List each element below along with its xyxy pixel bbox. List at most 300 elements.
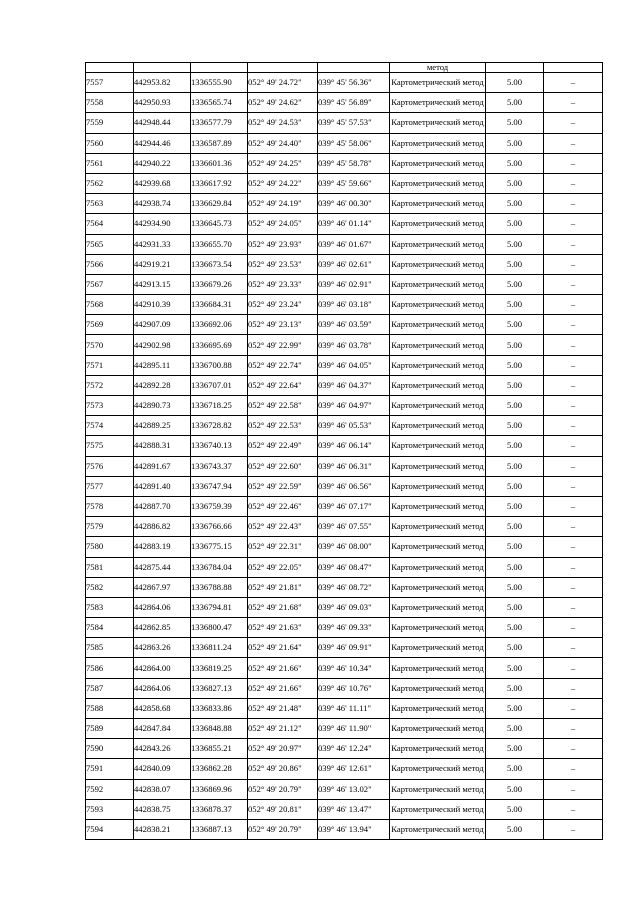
- y-coordinate-cell: 1336629.84: [191, 194, 248, 214]
- latitude-cell: 052° 49' 23.33": [248, 274, 318, 294]
- precision-cell: 5.00: [486, 153, 544, 173]
- method-cell: Картометрический метод: [390, 274, 486, 294]
- empty-cell: [248, 63, 318, 73]
- latitude-cell: 052° 49' 23.53": [248, 254, 318, 274]
- empty-cell: [318, 63, 390, 73]
- dash-cell: –: [544, 496, 603, 516]
- x-coordinate-cell: 442858.68: [134, 698, 191, 718]
- point-number-cell: 7592: [86, 779, 134, 799]
- table-row: [86, 597, 603, 617]
- point-number-cell: 7562: [86, 173, 134, 193]
- precision-cell: 5.00: [486, 618, 544, 638]
- precision-cell: 5.00: [486, 577, 544, 597]
- y-coordinate-cell: 1336695.69: [191, 335, 248, 355]
- latitude-cell: 052° 49' 22.60": [248, 456, 318, 476]
- table-row: [86, 618, 603, 638]
- x-coordinate-cell: 442862.85: [134, 618, 191, 638]
- longitude-cell: 039° 46' 11.11": [318, 698, 390, 718]
- y-coordinate-cell: 1336692.06: [191, 315, 248, 335]
- latitude-cell: 052° 49' 22.74": [248, 355, 318, 375]
- method-cell: Картометрический метод: [390, 436, 486, 456]
- longitude-cell: 039° 46' 00.30": [318, 194, 390, 214]
- point-number-cell: 7581: [86, 557, 134, 577]
- latitude-cell: 052° 49' 20.79": [248, 779, 318, 799]
- y-coordinate-cell: 1336759.39: [191, 496, 248, 516]
- precision-cell: 5.00: [486, 234, 544, 254]
- x-coordinate-cell: 442847.84: [134, 719, 191, 739]
- precision-cell: 5.00: [486, 678, 544, 698]
- latitude-cell: 052° 49' 22.58": [248, 396, 318, 416]
- dash-cell: –: [544, 537, 603, 557]
- dash-cell: –: [544, 618, 603, 638]
- table-row: [86, 194, 603, 214]
- point-number-cell: 7594: [86, 819, 134, 839]
- dash-cell: –: [544, 295, 603, 315]
- longitude-cell: 039° 46' 02.91": [318, 274, 390, 294]
- method-cell: Картометрический метод: [390, 416, 486, 436]
- latitude-cell: 052° 49' 23.93": [248, 234, 318, 254]
- point-number-cell: 7561: [86, 153, 134, 173]
- point-number-cell: 7566: [86, 254, 134, 274]
- dash-cell: –: [544, 274, 603, 294]
- method-cell: Картометрический метод: [390, 799, 486, 819]
- table-row: [86, 436, 603, 456]
- point-number-cell: 7584: [86, 618, 134, 638]
- longitude-cell: 039° 46' 03.59": [318, 315, 390, 335]
- dash-cell: –: [544, 597, 603, 617]
- method-cell: Картометрический метод: [390, 133, 486, 153]
- dash-cell: –: [544, 678, 603, 698]
- x-coordinate-cell: 442838.07: [134, 779, 191, 799]
- latitude-cell: 052° 49' 20.97": [248, 739, 318, 759]
- precision-cell: 5.00: [486, 799, 544, 819]
- y-coordinate-cell: 1336743.37: [191, 456, 248, 476]
- y-coordinate-cell: 1336827.13: [191, 678, 248, 698]
- latitude-cell: 052° 49' 21.64": [248, 638, 318, 658]
- method-cell: Картометрический метод: [390, 153, 486, 173]
- precision-cell: 5.00: [486, 476, 544, 496]
- longitude-cell: 039° 45' 56.36": [318, 73, 390, 93]
- dash-cell: –: [544, 375, 603, 395]
- table-row: [86, 214, 603, 234]
- method-cell: Картометрический метод: [390, 698, 486, 718]
- longitude-cell: 039° 46' 12.61": [318, 759, 390, 779]
- precision-cell: 5.00: [486, 456, 544, 476]
- point-number-cell: 7588: [86, 698, 134, 718]
- x-coordinate-cell: 442938.74: [134, 194, 191, 214]
- dash-cell: –: [544, 759, 603, 779]
- precision-cell: 5.00: [486, 335, 544, 355]
- precision-cell: 5.00: [486, 173, 544, 193]
- y-coordinate-cell: 1336788.88: [191, 577, 248, 597]
- longitude-cell: 039° 46' 11.90": [318, 719, 390, 739]
- table-row: [86, 759, 603, 779]
- point-number-cell: 7591: [86, 759, 134, 779]
- method-cell: Картометрический метод: [390, 315, 486, 335]
- dash-cell: –: [544, 416, 603, 436]
- latitude-cell: 052° 49' 22.99": [248, 335, 318, 355]
- table-row: [86, 254, 603, 274]
- x-coordinate-cell: 442887.70: [134, 496, 191, 516]
- dash-cell: –: [544, 73, 603, 93]
- table-row: [86, 638, 603, 658]
- longitude-cell: 039° 46' 09.91": [318, 638, 390, 658]
- method-cell: Картометрический метод: [390, 73, 486, 93]
- longitude-cell: 039° 46' 01.14": [318, 214, 390, 234]
- point-number-cell: 7558: [86, 93, 134, 113]
- precision-cell: 5.00: [486, 113, 544, 133]
- method-cell: Картометрический метод: [390, 496, 486, 516]
- y-coordinate-cell: 1336747.94: [191, 476, 248, 496]
- y-coordinate-cell: 1336855.21: [191, 739, 248, 759]
- y-coordinate-cell: 1336565.74: [191, 93, 248, 113]
- point-number-cell: 7593: [86, 799, 134, 819]
- latitude-cell: 052° 49' 21.68": [248, 597, 318, 617]
- table-row: [86, 799, 603, 819]
- dash-cell: –: [544, 739, 603, 759]
- y-coordinate-cell: 1336684.31: [191, 295, 248, 315]
- y-coordinate-cell: 1336794.81: [191, 597, 248, 617]
- x-coordinate-cell: 442953.82: [134, 73, 191, 93]
- precision-cell: 5.00: [486, 73, 544, 93]
- y-coordinate-cell: 1336862.28: [191, 759, 248, 779]
- table-row: [86, 779, 603, 799]
- precision-cell: 5.00: [486, 254, 544, 274]
- x-coordinate-cell: 442944.46: [134, 133, 191, 153]
- y-coordinate-cell: 1336555.90: [191, 73, 248, 93]
- x-coordinate-cell: 442895.11: [134, 355, 191, 375]
- table-row: [86, 396, 603, 416]
- method-cell: Картометрический метод: [390, 719, 486, 739]
- precision-cell: 5.00: [486, 517, 544, 537]
- longitude-cell: 039° 46' 13.47": [318, 799, 390, 819]
- precision-cell: 5.00: [486, 133, 544, 153]
- x-coordinate-cell: 442867.97: [134, 577, 191, 597]
- point-number-cell: 7589: [86, 719, 134, 739]
- x-coordinate-cell: 442919.21: [134, 254, 191, 274]
- precision-cell: 5.00: [486, 819, 544, 839]
- table-row: [86, 416, 603, 436]
- x-coordinate-cell: 442913.15: [134, 274, 191, 294]
- method-cell: Картометрический метод: [390, 113, 486, 133]
- dash-cell: –: [544, 153, 603, 173]
- point-number-cell: 7565: [86, 234, 134, 254]
- longitude-cell: 039° 45' 56.89": [318, 93, 390, 113]
- latitude-cell: 052° 49' 21.81": [248, 577, 318, 597]
- point-number-cell: 7563: [86, 194, 134, 214]
- latitude-cell: 052° 49' 24.72": [248, 73, 318, 93]
- method-cell: Картометрический метод: [390, 396, 486, 416]
- x-coordinate-cell: 442950.93: [134, 93, 191, 113]
- x-coordinate-cell: 442883.19: [134, 537, 191, 557]
- method-cell: Картометрический метод: [390, 739, 486, 759]
- precision-cell: 5.00: [486, 638, 544, 658]
- method-cell: Картометрический метод: [390, 759, 486, 779]
- latitude-cell: 052° 49' 22.43": [248, 517, 318, 537]
- x-coordinate-cell: 442892.28: [134, 375, 191, 395]
- method-cell: Картометрический метод: [390, 517, 486, 537]
- dash-cell: –: [544, 396, 603, 416]
- longitude-cell: 039° 46' 09.03": [318, 597, 390, 617]
- table-row: [86, 698, 603, 718]
- method-cell: Картометрический метод: [390, 194, 486, 214]
- dash-cell: –: [544, 133, 603, 153]
- precision-cell: 5.00: [486, 719, 544, 739]
- x-coordinate-cell: 442931.33: [134, 234, 191, 254]
- y-coordinate-cell: 1336728.82: [191, 416, 248, 436]
- x-coordinate-cell: 442864.00: [134, 658, 191, 678]
- y-coordinate-cell: 1336784.04: [191, 557, 248, 577]
- table-row: [86, 678, 603, 698]
- precision-cell: 5.00: [486, 658, 544, 678]
- method-cell: Картометрический метод: [390, 295, 486, 315]
- point-number-cell: 7570: [86, 335, 134, 355]
- y-coordinate-cell: 1336775.15: [191, 537, 248, 557]
- longitude-cell: 039° 46' 02.61": [318, 254, 390, 274]
- longitude-cell: 039° 46' 03.78": [318, 335, 390, 355]
- point-number-cell: 7557: [86, 73, 134, 93]
- x-coordinate-cell: 442934.90: [134, 214, 191, 234]
- method-cell: Картометрический метод: [390, 618, 486, 638]
- y-coordinate-cell: 1336718.25: [191, 396, 248, 416]
- longitude-cell: 039° 46' 08.72": [318, 577, 390, 597]
- dash-cell: –: [544, 456, 603, 476]
- empty-cell: [191, 63, 248, 73]
- dash-cell: –: [544, 194, 603, 214]
- dash-cell: –: [544, 335, 603, 355]
- point-number-cell: 7571: [86, 355, 134, 375]
- method-cell: Картометрический метод: [390, 375, 486, 395]
- latitude-cell: 052° 49' 24.05": [248, 214, 318, 234]
- table-row: [86, 173, 603, 193]
- y-coordinate-cell: 1336700.88: [191, 355, 248, 375]
- precision-cell: 5.00: [486, 597, 544, 617]
- latitude-cell: 052° 49' 24.19": [248, 194, 318, 214]
- dash-cell: –: [544, 799, 603, 819]
- point-number-cell: 7564: [86, 214, 134, 234]
- dash-cell: –: [544, 254, 603, 274]
- method-cell: Картометрический метод: [390, 658, 486, 678]
- precision-cell: 5.00: [486, 496, 544, 516]
- table-row: [86, 274, 603, 294]
- latitude-cell: 052° 49' 22.31": [248, 537, 318, 557]
- y-coordinate-cell: 1336707.01: [191, 375, 248, 395]
- point-number-cell: 7578: [86, 496, 134, 516]
- dash-cell: –: [544, 355, 603, 375]
- latitude-cell: 052° 49' 23.24": [248, 295, 318, 315]
- dash-cell: –: [544, 113, 603, 133]
- precision-cell: 5.00: [486, 416, 544, 436]
- table-row: [86, 719, 603, 739]
- latitude-cell: 052° 49' 20.86": [248, 759, 318, 779]
- x-coordinate-cell: 442864.06: [134, 678, 191, 698]
- method-cell: Картометрический метод: [390, 577, 486, 597]
- table-row: [86, 819, 603, 839]
- point-number-cell: 7576: [86, 456, 134, 476]
- longitude-cell: 039° 46' 07.55": [318, 517, 390, 537]
- precision-cell: 5.00: [486, 194, 544, 214]
- point-number-cell: 7575: [86, 436, 134, 456]
- longitude-cell: 039° 45' 57.53": [318, 113, 390, 133]
- latitude-cell: 052° 49' 20.79": [248, 819, 318, 839]
- x-coordinate-cell: 442838.75: [134, 799, 191, 819]
- table-row: [86, 375, 603, 395]
- table-row: [86, 476, 603, 496]
- longitude-cell: 039° 46' 08.47": [318, 557, 390, 577]
- x-coordinate-cell: 442940.22: [134, 153, 191, 173]
- longitude-cell: 039° 46' 04.97": [318, 396, 390, 416]
- longitude-cell: 039° 46' 08.00": [318, 537, 390, 557]
- point-number-cell: 7568: [86, 295, 134, 315]
- dash-cell: –: [544, 658, 603, 678]
- latitude-cell: 052° 49' 24.22": [248, 173, 318, 193]
- latitude-cell: 052° 49' 24.40": [248, 133, 318, 153]
- latitude-cell: 052° 49' 22.49": [248, 436, 318, 456]
- table-row: [86, 456, 603, 476]
- empty-cell: [486, 63, 544, 73]
- x-coordinate-cell: 442891.40: [134, 476, 191, 496]
- latitude-cell: 052° 49' 22.64": [248, 375, 318, 395]
- point-number-cell: 7560: [86, 133, 134, 153]
- method-cell: Картометрический метод: [390, 254, 486, 274]
- table-row: [86, 355, 603, 375]
- longitude-cell: 039° 46' 13.02": [318, 779, 390, 799]
- table-row: [86, 537, 603, 557]
- table-row: [86, 315, 603, 335]
- latitude-cell: 052° 49' 21.63": [248, 618, 318, 638]
- longitude-cell: 039° 46' 10.76": [318, 678, 390, 698]
- point-number-cell: 7590: [86, 739, 134, 759]
- point-number-cell: 7587: [86, 678, 134, 698]
- empty-cell: [544, 63, 603, 73]
- point-number-cell: 7583: [86, 597, 134, 617]
- table-row: [86, 73, 603, 93]
- point-number-cell: 7559: [86, 113, 134, 133]
- precision-cell: 5.00: [486, 739, 544, 759]
- continuation-row: [86, 63, 603, 73]
- dash-cell: –: [544, 476, 603, 496]
- dash-cell: –: [544, 557, 603, 577]
- x-coordinate-cell: 442864.06: [134, 597, 191, 617]
- y-coordinate-cell: 1336833.86: [191, 698, 248, 718]
- latitude-cell: 052° 49' 22.59": [248, 476, 318, 496]
- point-number-cell: 7579: [86, 517, 134, 537]
- precision-cell: 5.00: [486, 537, 544, 557]
- x-coordinate-cell: 442888.31: [134, 436, 191, 456]
- latitude-cell: 052° 49' 24.53": [248, 113, 318, 133]
- y-coordinate-cell: 1336740.13: [191, 436, 248, 456]
- longitude-cell: 039° 46' 12.24": [318, 739, 390, 759]
- x-coordinate-cell: 442907.09: [134, 315, 191, 335]
- longitude-cell: 039° 45' 59.66": [318, 173, 390, 193]
- method-cell: Картометрический метод: [390, 819, 486, 839]
- longitude-cell: 039° 45' 58.06": [318, 133, 390, 153]
- dash-cell: –: [544, 234, 603, 254]
- point-number-cell: 7574: [86, 416, 134, 436]
- x-coordinate-cell: 442910.39: [134, 295, 191, 315]
- longitude-cell: 039° 46' 06.14": [318, 436, 390, 456]
- method-cell: Картометрический метод: [390, 557, 486, 577]
- y-coordinate-cell: 1336577.79: [191, 113, 248, 133]
- longitude-cell: 039° 46' 03.18": [318, 295, 390, 315]
- longitude-cell: 039° 46' 06.56": [318, 476, 390, 496]
- method-cell: Картометрический метод: [390, 476, 486, 496]
- y-coordinate-cell: 1336878.37: [191, 799, 248, 819]
- precision-cell: 5.00: [486, 93, 544, 113]
- x-coordinate-cell: 442902.98: [134, 335, 191, 355]
- x-coordinate-cell: 442890.73: [134, 396, 191, 416]
- y-coordinate-cell: 1336601.36: [191, 153, 248, 173]
- table-row: [86, 517, 603, 537]
- dash-cell: –: [544, 173, 603, 193]
- point-number-cell: 7569: [86, 315, 134, 335]
- precision-cell: 5.00: [486, 759, 544, 779]
- dash-cell: –: [544, 214, 603, 234]
- table-row: [86, 335, 603, 355]
- precision-cell: 5.00: [486, 779, 544, 799]
- method-cell: Картометрический метод: [390, 678, 486, 698]
- method-cell: метод: [390, 63, 486, 73]
- dash-cell: –: [544, 819, 603, 839]
- method-cell: Картометрический метод: [390, 335, 486, 355]
- precision-cell: 5.00: [486, 698, 544, 718]
- y-coordinate-cell: 1336673.54: [191, 254, 248, 274]
- table-row: [86, 153, 603, 173]
- table-row: [86, 577, 603, 597]
- table-row: [86, 658, 603, 678]
- longitude-cell: 039° 46' 05.53": [318, 416, 390, 436]
- x-coordinate-cell: 442948.44: [134, 113, 191, 133]
- coordinates-table: [85, 62, 603, 840]
- latitude-cell: 052° 49' 21.48": [248, 698, 318, 718]
- latitude-cell: 052° 49' 20.81": [248, 799, 318, 819]
- x-coordinate-cell: 442939.68: [134, 173, 191, 193]
- precision-cell: 5.00: [486, 436, 544, 456]
- latitude-cell: 052° 49' 21.66": [248, 658, 318, 678]
- precision-cell: 5.00: [486, 274, 544, 294]
- precision-cell: 5.00: [486, 315, 544, 335]
- point-number-cell: 7582: [86, 577, 134, 597]
- point-number-cell: 7572: [86, 375, 134, 395]
- latitude-cell: 052° 49' 24.62": [248, 93, 318, 113]
- x-coordinate-cell: 442891.67: [134, 456, 191, 476]
- point-number-cell: 7567: [86, 274, 134, 294]
- y-coordinate-cell: 1336766.66: [191, 517, 248, 537]
- table-row: [86, 557, 603, 577]
- table-row: [86, 133, 603, 153]
- latitude-cell: 052° 49' 22.46": [248, 496, 318, 516]
- table-row: [86, 93, 603, 113]
- point-number-cell: 7586: [86, 658, 134, 678]
- method-cell: Картометрический метод: [390, 214, 486, 234]
- latitude-cell: 052° 49' 24.25": [248, 153, 318, 173]
- method-cell: Картометрический метод: [390, 779, 486, 799]
- dash-cell: –: [544, 638, 603, 658]
- x-coordinate-cell: 442875.44: [134, 557, 191, 577]
- point-number-cell: 7573: [86, 396, 134, 416]
- dash-cell: –: [544, 436, 603, 456]
- dash-cell: –: [544, 577, 603, 597]
- precision-cell: 5.00: [486, 214, 544, 234]
- y-coordinate-cell: 1336587.89: [191, 133, 248, 153]
- longitude-cell: 039° 46' 10.34": [318, 658, 390, 678]
- precision-cell: 5.00: [486, 396, 544, 416]
- method-cell: Картометрический метод: [390, 355, 486, 375]
- y-coordinate-cell: 1336617.92: [191, 173, 248, 193]
- dash-cell: –: [544, 719, 603, 739]
- y-coordinate-cell: 1336655.70: [191, 234, 248, 254]
- method-cell: Картометрический метод: [390, 597, 486, 617]
